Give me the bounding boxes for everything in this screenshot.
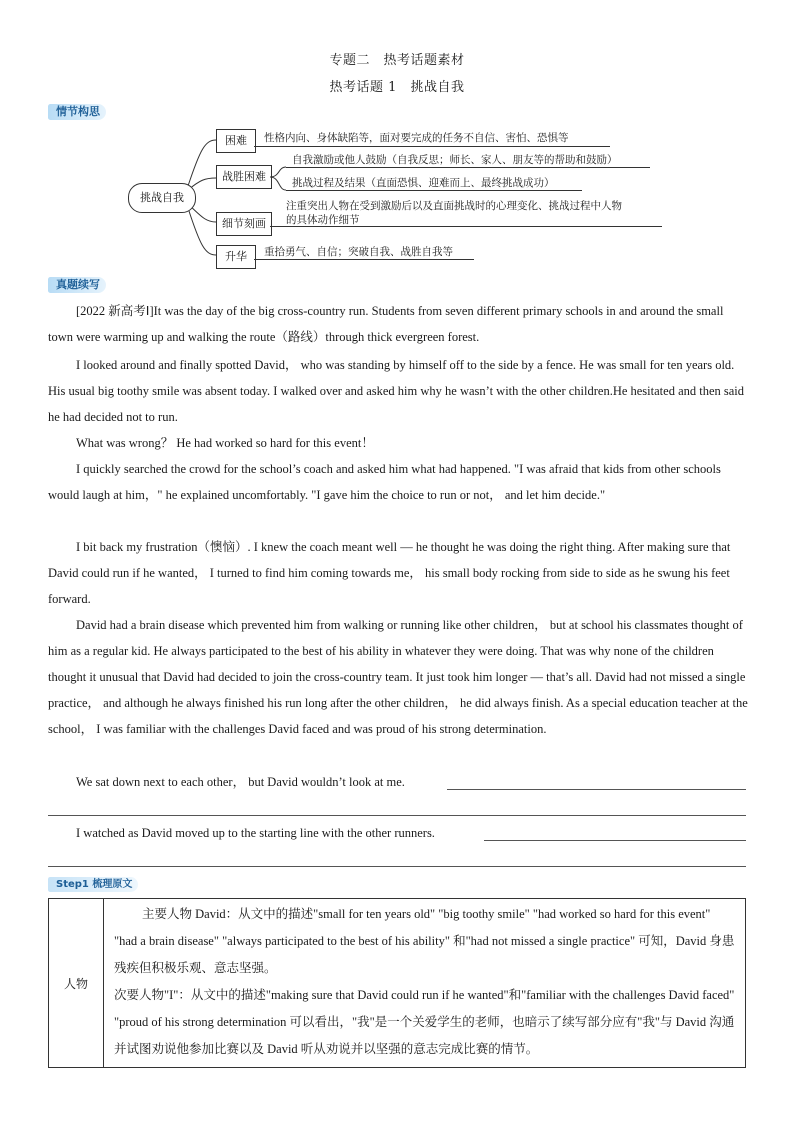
- passage-paragraph: David had a brain disease which prevented him from walking or running like other children， but at school his classmates thought of him as a regular kid. He always participated to the best of his ability in whatever they were doing. That was why none of the children thought it unusual that David had decided to join the cross-country team. It just took him longer — that’s all. David had not missed a single practice， and although he always finished his run long after the other children， he did always finish. As a special education teacher at the school， I was familiar with the challenges David faced and was proud of his strong determination.: [48, 618, 748, 736]
- writing-prompt-1: We sat down next to each other， but David wouldn’t look at me.: [76, 775, 405, 789]
- answer-line: [48, 866, 746, 867]
- mindmap-node-sublimation: 升华: [216, 245, 256, 269]
- mindmap-node-overcome: 战胜困难: [216, 165, 272, 189]
- passage-paragraph: I looked around and finally spotted David， who was standing by himself off to the side by a fence. He was small for ten years old. His usual big toothy smile was absent today. I walked over and asked him why he wasn’t with the other children.He hesitated and then said he had decided not to run.: [48, 358, 745, 424]
- mindmap-underline: [254, 146, 610, 147]
- mindmap-underline: [254, 259, 474, 260]
- mindmap-text-details-2: 的具体动作细节: [286, 214, 360, 226]
- passage-paragraph: I bit back my frustration（懊恼）. I knew the coach meant well — he thought he was doing the right thing. After making sure that David could run if he wanted， I turned to find him coming towards me， his small body rocking from side to side as he swung his feet forward.: [48, 540, 731, 606]
- mindmap-underline: [270, 226, 662, 227]
- table-row: [49, 899, 746, 1068]
- row-label: 人物: [49, 899, 104, 1068]
- answer-line: [48, 815, 746, 816]
- main-character-analysis: 主要人物 David：从文中的描述"small for ten years old" "big toothy smile" "had worked so hard for this event" "had a brain disease" "always participated to the best of his ability" 和"had not missed a single practice" 可知，David 身患残疾但积极乐观、意志坚强。: [114, 907, 735, 975]
- mindmap-text-overcome-2: 挑战过程及结果（直面恐惧、迎难而上、最终挑战成功）: [292, 177, 555, 189]
- mindmap-node-difficulty: 困难: [216, 129, 256, 153]
- answer-line: [447, 789, 746, 790]
- page-title: 专题二 热考话题素材: [329, 53, 465, 68]
- section-tag-plot: 情节构思: [48, 104, 106, 120]
- row-content: [104, 899, 746, 1068]
- mindmap-text-details-1: 注重突出人物在受到激励后以及直面挑战时的心理变化、挑战过程中人物: [286, 200, 622, 212]
- step1-table: [48, 898, 746, 1068]
- page-subtitle: 热考话题 1 挑战自我: [329, 80, 465, 95]
- mindmap-underline: [286, 167, 650, 168]
- mindmap-text-overcome-1: 自我激励或他人鼓励（自我反思；师长、家人、朋友等的帮助和鼓励）: [292, 154, 618, 166]
- mindmap-node-details: 细节刻画: [216, 212, 272, 236]
- passage-paragraph: What was wrong？ He had worked so hard for this event！: [76, 436, 374, 450]
- mindmap-fork: [270, 160, 290, 196]
- mindmap-underline: [286, 190, 582, 191]
- mindmap-center-node: 挑战自我: [128, 183, 196, 213]
- secondary-character-analysis: 次要人物"I"：从文中的描述"making sure that David could run if he wanted"和"familiar with the challenges David faced" "proud of his strong determination 可以看出，"我"是一个关爱学生的老师，也暗示了续写部分应有"我"与 David 沟通并试图劝说他参加比赛以及 David 听从劝说并以坚强的意志完成比赛的情节。: [114, 988, 735, 1056]
- mindmap-text-difficulty: 性格内向、身体缺陷等，面对要完成的任务不自信、害怕、恐惧等: [264, 132, 569, 144]
- mindmap-text-sublimation: 重拾勇气、自信；突破自我、战胜自我等: [264, 246, 453, 258]
- step1-tag: Step1 梳理原文: [48, 877, 138, 892]
- writing-prompt-2: I watched as David moved up to the starting line with the other runners.: [76, 826, 435, 840]
- section-tag-continuation: 真题续写: [48, 277, 106, 293]
- passage-paragraph: I quickly searched the crowd for the school’s coach and asked him what had happened. "I was afraid that kids from other schools would laugh at him，" he explained uncomfortably. "I gave him the choice to run or not， and let him decide.": [48, 462, 721, 502]
- passage-paragraph: [2022 新高考Ⅰ]It was the day of the big cross-country run. Students from seven different primary schools in and around the small town were warming up and walking the route（路线）through thick evergreen forest.: [48, 304, 724, 344]
- answer-line: [484, 840, 746, 841]
